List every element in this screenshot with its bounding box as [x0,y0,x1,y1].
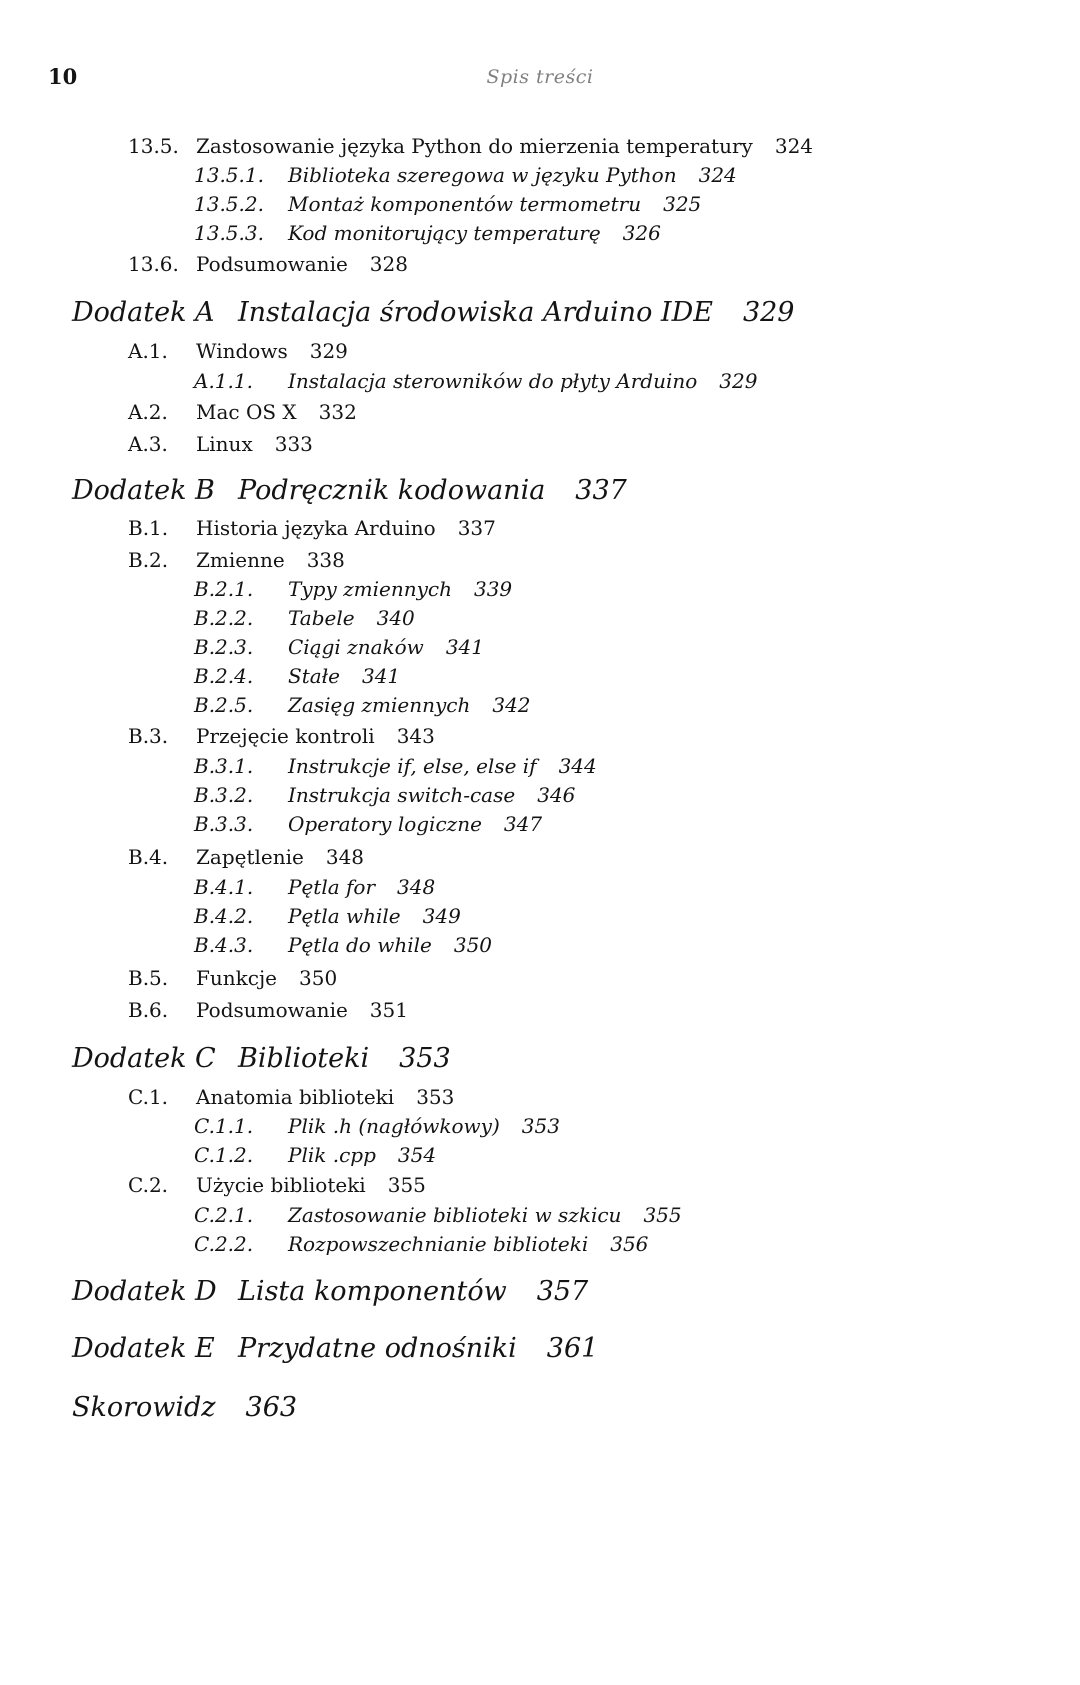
toc-entry [128,432,313,456]
toc-entry-page: 341 [445,635,484,659]
toc-entry-page: 349 [422,904,461,928]
toc-entry-title: Biblioteka szeregowa w języku Python [288,163,677,187]
toc-entry-number: B.2.2. [194,606,254,630]
toc-entry-number: C.2. [128,1173,169,1197]
toc-appendix-entry [72,297,794,328]
toc-entry [128,724,435,748]
toc-entry-page: 337 [575,475,627,506]
toc-entry [194,875,435,899]
toc-entry [194,933,492,957]
toc-entry-number: B.2.3. [194,635,254,659]
toc-entry-title: Zastosowanie biblioteki w szkicu [288,1203,622,1227]
toc-entry-number: B.4.2. [194,904,254,928]
toc-entry-title: Tabele [288,606,355,630]
page-number: 10 [48,64,78,89]
toc-entry-number: 13.5. [128,134,179,158]
toc-entry-number: A.1.1. [194,369,253,393]
toc-appendix-entry [72,1392,297,1423]
toc-entry-number: C.2.2. [194,1232,254,1256]
toc-entry [194,369,757,393]
toc-entry-title: Instalacja środowiska Arduino IDE [238,297,713,328]
toc-entry-page: 350 [453,933,493,957]
toc-entry [194,664,400,688]
toc-entry-title: Skorowidz [72,1392,216,1423]
toc-appendix-entry [72,1043,451,1074]
toc-entry-title: Przydatne odnośniki [238,1333,517,1364]
toc-entry-number: B.6. [128,998,169,1022]
toc-appendix-entry [72,475,627,506]
toc-entry [128,1173,426,1197]
toc-entry-page: 354 [397,1143,437,1167]
toc-entry-page: 329 [742,297,795,328]
toc-entry-title: Podsumowanie [196,252,348,276]
toc-entry-number: B.2.5. [194,693,254,717]
toc-entry-page: 343 [396,724,435,748]
toc-entry-number: C.1.2. [194,1143,254,1167]
toc-entry-number: B.4.3. [194,933,254,957]
toc-entry-number: Dodatek D [72,1276,217,1307]
toc-entry-number: B.3. [128,724,169,748]
toc-entry-page: 346 [537,783,576,807]
toc-entry-page: 348 [397,875,436,899]
toc-entry-page: 350 [299,966,338,990]
toc-entry-page: 344 [558,754,597,778]
toc-entry-title: Montaż komponentów termometru [288,192,642,216]
toc-entry-page: 353 [416,1085,455,1109]
toc-entry-title: Ciągi znaków [288,635,424,659]
toc-entry-title: Podsumowanie [196,998,348,1022]
toc-entry [128,548,345,572]
toc-entry-number: B.3.1. [194,754,254,778]
running-title: Spis treści [486,66,594,88]
toc-entry-page: 356 [610,1232,649,1256]
toc-entry [194,693,531,717]
toc-entry-title: Instrukcje if, else, else if [288,754,537,778]
toc-entry-number: B.2.4. [194,664,254,688]
toc-entry-page: 324 [698,163,737,187]
toc-entry-page: 363 [245,1392,298,1423]
toc-entry-number: B.3.2. [194,783,254,807]
toc-entry [128,998,408,1022]
toc-entry [128,400,357,424]
toc-entry-title: Instalacja sterowników do płyty Arduino [288,369,698,393]
toc-entry-title: Przejęcie kontroli [196,724,375,748]
toc-entry-title: Funkcje [196,966,277,990]
toc-entry-title: Plik .h (nagłówkowy) [288,1114,500,1138]
toc-entry-title: Biblioteki [238,1043,370,1074]
toc-entry-number: B.2. [128,548,169,572]
toc-entry-title: Kod monitorujący temperaturę [288,221,601,245]
toc-entry-title: Instrukcja switch-case [288,783,516,807]
toc-entry-page: 357 [536,1276,589,1307]
toc-entry-title: Plik .cpp [288,1143,376,1167]
toc-entry-title: Zastosowanie języka Python do mierzenia temperatury [196,134,753,158]
toc-entry-number: B.1. [128,516,169,540]
toc-entry [194,163,737,187]
toc-entry [128,1085,454,1109]
toc-entry-title: Pętla for [288,875,376,899]
toc-entry-page: 324 [774,134,814,158]
toc-entry-number: C.1. [128,1085,169,1109]
toc-entry-page: 328 [369,252,408,276]
toc-entry-number: B.4. [128,845,169,869]
toc-entry [128,339,348,363]
toc-entry-title: Pętla while [288,904,401,928]
toc-entry [194,1143,436,1167]
toc-entry-page: 329 [719,369,758,393]
toc-entry-page: 348 [325,845,365,869]
toc-entry-title: Windows [196,339,288,363]
toc-entry-page: 353 [399,1043,451,1074]
toc-entry-page: 326 [622,221,661,245]
toc-entry-number: B.5. [128,966,169,990]
toc-entry-title: Rozpowszechnianie biblioteki [288,1232,589,1256]
toc-entry-title: Linux [196,432,253,456]
toc-entry-number: 13.5.1. [194,163,264,187]
toc-entry-page: 355 [387,1173,426,1197]
toc-entry [128,845,364,869]
toc-entry [194,812,542,836]
toc-entry-title: Zapętlenie [196,845,304,869]
toc-entry-number: A.2. [128,400,168,424]
toc-entry-number: Dodatek A [72,297,215,328]
toc-entry-title: Mac OS X [196,400,297,424]
toc-entry-page: 337 [457,516,496,540]
toc-entry-page: 333 [274,432,313,456]
toc-entry-number: 13.6. [128,252,179,276]
toc-entry-number: 13.5.3. [194,221,264,245]
toc-entry-title: Operatory logiczne [288,812,482,836]
toc-entry-page: 340 [376,606,415,630]
toc-entry-page: 351 [369,998,408,1022]
toc-entry-title: Historia języka Arduino [196,516,436,540]
toc-entry-number: B.4.1. [194,875,254,899]
toc-entry [194,606,415,630]
toc-entry-page: 342 [492,693,531,717]
toc-entry [128,134,813,158]
toc-entry [194,1114,560,1138]
toc-entry-number: B.3.3. [194,812,254,836]
toc-entry-page: 329 [309,339,348,363]
toc-entry-page: 347 [503,812,543,836]
toc-entry-page: 325 [663,192,702,216]
toc-entry-title: Użycie biblioteki [196,1173,366,1197]
toc-entry-number: C.2.1. [194,1203,254,1227]
toc-entry-title: Podręcznik kodowania [238,475,546,506]
toc-entry-title: Zasięg zmiennych [288,693,471,717]
toc-entry [194,635,484,659]
toc-entry [194,1232,648,1256]
toc-entry-page: 339 [473,577,513,601]
toc-entry-title: Pętla do while [288,933,432,957]
toc-entry-title: Typy zmiennych [288,577,452,601]
toc-entry [194,754,597,778]
toc-entry-page: 338 [306,548,345,572]
toc-entry-title: Stałe [288,664,340,688]
toc-entry-number: B.2.1. [194,577,254,601]
toc-entry-number: A.3. [128,432,168,456]
toc-entry-title: Lista komponentów [238,1276,507,1307]
toc-entry-page: 332 [318,400,357,424]
toc-entry-page: 341 [361,664,401,688]
toc-entry-number: 13.5.2. [194,192,264,216]
toc-entry-number: C.1.1. [194,1114,254,1138]
toc-entry [194,904,461,928]
toc-entry-title: Anatomia biblioteki [196,1085,395,1109]
toc-appendix-entry [72,1333,598,1364]
toc-entry-number: Dodatek B [72,475,215,506]
toc-entry [194,221,661,245]
toc-entry-number: A.1. [128,339,168,363]
toc-entry [194,1203,682,1227]
toc-entry [194,192,701,216]
toc-entry-number: Dodatek C [72,1043,216,1074]
toc-appendix-entry [72,1276,588,1307]
toc-entry [194,783,575,807]
toc-entry-page: 361 [546,1333,599,1364]
toc-entry-title: Zmienne [196,548,285,572]
toc-entry [128,966,337,990]
toc-entry-number: Dodatek E [72,1333,215,1364]
toc-entry [128,252,408,276]
toc-entry [128,516,496,540]
toc-entry [194,577,512,601]
toc-entry-page: 353 [521,1114,560,1138]
toc-entry-page: 355 [643,1203,682,1227]
